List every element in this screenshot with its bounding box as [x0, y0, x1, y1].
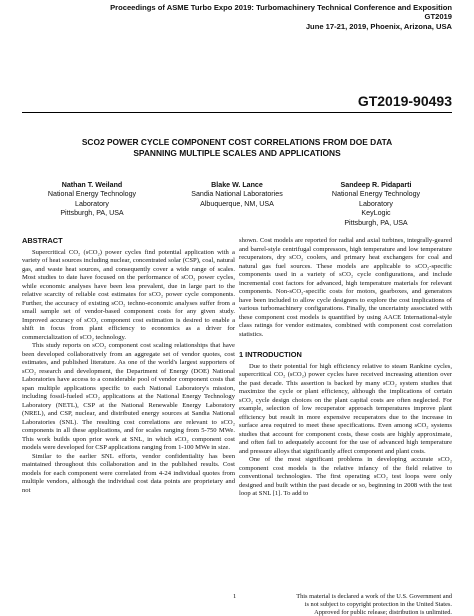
author-affiliation: Laboratory [75, 199, 109, 208]
introduction-paragraph-1: Due to their potential for high efficiency relative to steam Rankine cycles, supercritical CO₂ (sCO₂) power cycles have received increasing attention over the past decade. This assertion is backed by many sCO₂ system studies that maximize the cycle or plant efficiency, although the implications of certain sCO₂ cycle design choices on the plant capital costs are often neglected. For example, selection of low recuperator approach temperatures improve plant efficiency but result in more expensive recuperators due to the increase in surface area required to meet these specifications. Even among sCO₂ systems studies that account for component costs, these costs are highly approximate, and often fail to adequately account for the use of advanced high temperature and pressure alloys that significantly affect component and plant costs. [239, 362, 452, 455]
author-affiliation: Sandia National Laboratories [191, 190, 283, 199]
abstract-paragraph-2: This study reports on sCO₂ component cost scaling relationships that have been developed collaboratively from an aggregate set of vendor quotes, cost estimates, and published literature. As one of the world's largest supporters of sCO₂ research and development, the Department of Energy (DOE) National Laboratories have access to a considerable pool of vendor component costs that span multiple applications specific to each National Laboratory's mission, including fossil-fueled sCO₂ applications at the National Energy Technology Laboratory (NETL), CSP at the National Renewable Energy Laboratory (NREL), and CSP, nuclear, and distributed energy sources at Sandia National Laboratories (SNL). The resulting cost correlations are relevant to sCO₂ components in all these applications, and for scales ranging from 5-750 MWe. This work builds upon prior work at SNL, in which sCO₂ component cost models were developed for CSP applications ranging from 1-100 MWe in size. [22, 342, 235, 451]
page-number: 1 [233, 593, 237, 600]
author-affiliation: KeyLogic [361, 209, 391, 218]
proceedings-title: Proceedings of ASME Turbo Expo 2019: Turbomachinery Technical Conference and Exposition [110, 3, 452, 12]
paper-title [0, 137, 474, 159]
conference-code: GT2019 [424, 12, 452, 22]
author-name: Blake W. Lance [211, 181, 263, 189]
abstract-heading: ABSTRACT [22, 236, 63, 245]
author-affiliation: National Energy Technology [331, 190, 421, 199]
abstract-paragraph-3: Similar to the earlier SNL efforts, vendor confidentiality has been maintained throughout this collaboration and in the published results. Cost models for each component were correlated from 4-24 individual quotes from multiple vendors, although the individual cost data points are proprietary and not [22, 452, 235, 494]
author-affiliation: Laboratory [359, 199, 393, 208]
introduction-paragraph-2: One of the most significant problems in developing accurate sCO₂ component cost models is the relative infancy of the field relative to conventional technologies. The first operating sCO₂ test loops were only designed and built within the past decade or so, beginning in 2008 with the test loop at SNL [1]. To add to [239, 456, 452, 497]
conference-dates: June 17-21, 2019, Phoenix, Arizona, USA [305, 21, 452, 31]
author-location: Pittsburgh, PA, USA [60, 209, 124, 218]
right-column [239, 237, 452, 499]
abstract-paragraph-1: Supercritical CO₂ (sCO₂) power cycles find potential application with a variety of heat sources including nuclear, concentrated solar (CSP), coal, natural gas, and waste heat sources, and consequently cover a wide range of scales. Most studies to date have focused on the performance of sCO₂ power cycles, while economic analyses have been less prevalent, due in large part to the relative scarcity of reliable cost estimates for sCO₂ power cycle components. Further, the accuracy of existing sCO₂ techno-economic analyses suffer from a small sample set of vendor-based component costs for any given study. Improved accuracy of sCO₂ component cost estimation is desired to enable a shift in focus from plant efficiency to economics as a driver for commercialization of sCO₂ technology. [22, 248, 235, 341]
author-block-lance [167, 181, 307, 209]
proceedings-header [110, 3, 452, 31]
author-affiliation: National Energy Technology [47, 190, 137, 199]
author-name: Sandeep R. Pidaparti [340, 181, 412, 189]
author-location: Pittsburgh, PA, USA [344, 218, 408, 227]
title-line-1: SCO2 POWER CYCLE COMPONENT COST CORRELATIONS FROM DOE DATA [81, 137, 393, 147]
introduction-heading: 1 INTRODUCTION [239, 350, 302, 359]
left-column [22, 237, 235, 495]
header-divider [22, 112, 452, 113]
abstract-paragraph-4: shown. Cost models are reported for radial and axial turbines, integrally-geared and barrel-style centrifugal compressors, high temperature and low temperature recuperators, dry sCO₂ coolers, and primary heat exchangers for coal and natural gas fuel sources. These models are applicable to sCO₂-specific components used in a variety of sCO₂ cycle configurations, and include incremental cost factors for advanced, high temperature materials for relevant components. Non-sCO₂-specific costs for motors, gearboxes, and generators have been included to allow cycle designers to explore the cost implications of various turbomachinery configurations. Finally, the uncertainty associated with these component cost models is quantified by using AACE International-style class ratings for vendor estimates, combined with component cost correlation statistics. [239, 237, 452, 338]
author-block-pidaparti [306, 181, 446, 228]
author-block-weiland [22, 181, 162, 219]
paper-number: GT2019-90493 [357, 93, 452, 109]
title-line-2: SPANNING MULTIPLE SCALES AND APPLICATIONS [133, 148, 341, 158]
copyright-line: is not subject to copyright protection in the United States. [304, 600, 452, 608]
copyright-line: Approved for public release; distribution is unlimited. [314, 608, 452, 616]
author-name: Nathan T. Weiland [61, 181, 123, 189]
copyright-line: This material is declared a work of the U.S. Government and [296, 593, 452, 600]
author-location: Albuquerque, NM, USA [200, 199, 274, 208]
